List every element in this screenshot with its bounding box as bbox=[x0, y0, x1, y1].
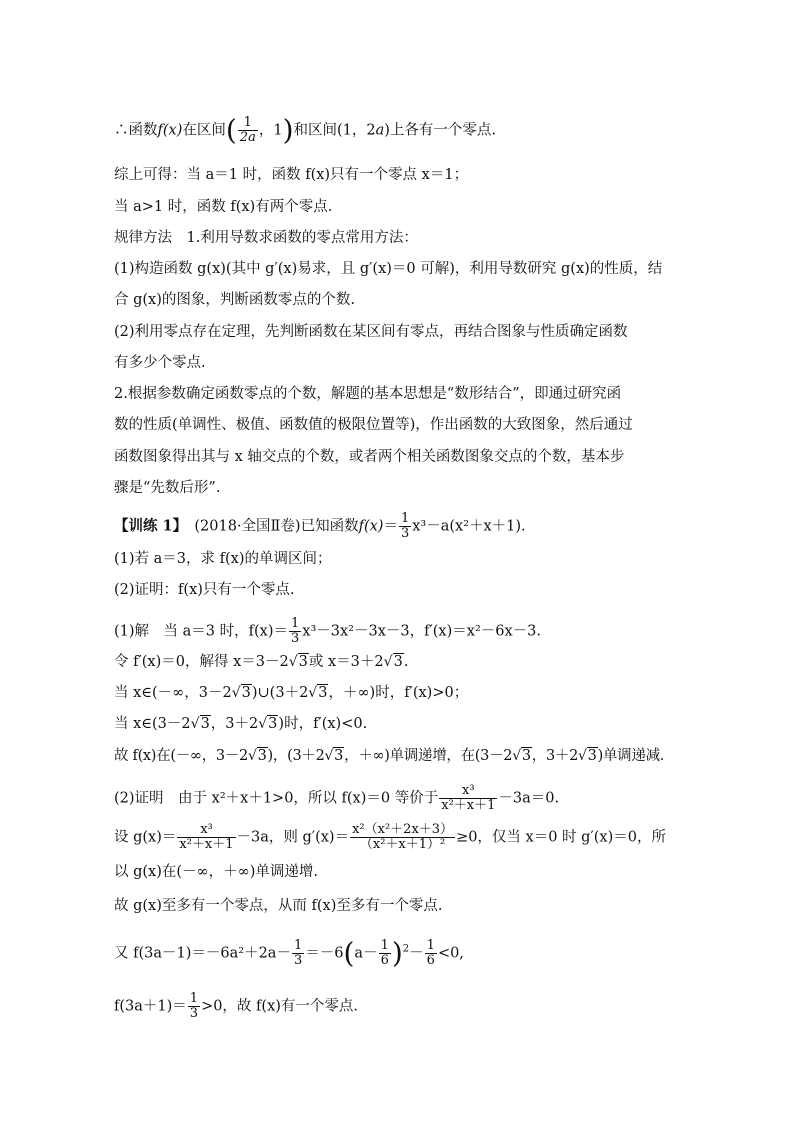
text: 和区间(1，2 bbox=[293, 122, 376, 139]
exercise-label: 【训练 1】 bbox=[114, 517, 180, 535]
math: a bbox=[375, 122, 385, 139]
text: (2018·全国Ⅱ卷)已知函数 bbox=[194, 518, 359, 535]
fraction: $\frac{1}{6}$ bbox=[380, 938, 389, 968]
text-line bbox=[114, 617, 541, 646]
fraction: $\frac{1}{3}$ bbox=[291, 616, 300, 646]
fraction: $\frac{1}{2a}$ bbox=[239, 115, 256, 145]
text-line: 规律方法 1.利用导数求函数的零点常用方法： bbox=[114, 230, 418, 246]
text: 在区间 bbox=[182, 122, 226, 139]
text-line: (1)若 a＝3，求 f(x)的单调区间； bbox=[114, 551, 332, 567]
text: 当 a＝3 时，f(x)＝ bbox=[163, 623, 288, 640]
fraction: $\frac{\text{x³}}{\text{x²＋x＋1}}$ bbox=[179, 822, 234, 852]
text-line: 设 g(x)＝ $\frac{\text{x³}}{\text{x²＋x＋1}}$ －3a，则 g′(x)＝ $\frac{\text{x²（x²＋2x＋3）}}{\text{（x²＋x＋1）²}}$ ≥0，仅当 x＝0 时 g′(x)＝0，所 bbox=[114, 822, 666, 852]
fraction: $\frac{1}{3}$ bbox=[400, 511, 410, 541]
text-line: 当 x∈(3－2√3，3＋2√3)时，f′(x)<0. bbox=[114, 716, 368, 732]
text-line: 故 g(x)至多有一个零点，从而 f(x)至多有一个零点. bbox=[114, 898, 443, 914]
text-line: 有多少个零点. bbox=[114, 355, 206, 371]
text: x³－3x²－3x－3，f′(x)＝x²－6x－3. bbox=[302, 623, 541, 640]
text-line: f(3a＋1)＝ $\frac{1}{3}$ >0，故 f(x)有一个零点. bbox=[114, 991, 359, 1021]
text-line: 故 f(x)在(－∞，3－2√3)，(3＋2√3，＋∞)单调递增，在(3－2√3，3＋2√3)单调递减. bbox=[114, 748, 665, 764]
text-line: 令 f′(x)＝0，解得 x＝3－2√3或 x＝3＋2√3. bbox=[114, 654, 409, 670]
text-line: (1)构造函数 g(x)(其中 g′(x)易求，且 g′(x)＝0 可解)，利用导数研究 g(x)的性质，结 bbox=[114, 261, 663, 277]
text-line: 骤是“先数后形”. bbox=[114, 480, 221, 496]
text-line: 【训练 1】 (2018·全国Ⅱ卷)已知函数f(x)＝ $\frac{1}{3}$ x³－a(x²＋x＋1). bbox=[114, 511, 526, 541]
text-line: 合 g(x)的图象，判断函数零点的个数. bbox=[114, 292, 355, 308]
text: (1)解 bbox=[114, 623, 150, 640]
text-line: 综上可得：当 a＝1 时，函数 f(x)只有一个零点 x＝1； bbox=[114, 167, 469, 183]
text: )上各有一个零点. bbox=[384, 122, 497, 139]
text-line: 当 x∈(－∞，3－2√3)∪(3＋2√3，＋∞)时，f′(x)>0； bbox=[114, 685, 469, 701]
fraction: $\frac{1}{3}$ bbox=[293, 938, 303, 968]
paren: ) bbox=[282, 113, 294, 147]
fraction: $\frac{1}{3}$ bbox=[189, 991, 199, 1021]
text-line: 以 g(x)在(－∞，＋∞)单调递增. bbox=[114, 864, 318, 880]
text-line: (2)证明：f(x)只有一个零点. bbox=[114, 582, 295, 598]
text: ，1 bbox=[258, 122, 283, 139]
fraction: $\frac{\text{x²（x²＋2x＋3）}}{\text{（x²＋x＋1）²}}$ bbox=[352, 822, 454, 852]
text: ∴函数 bbox=[114, 122, 158, 139]
text-line: 数的性质(单调性、极值、函数值的极限位置等)，作出函数的大致图象，然后通过 bbox=[114, 417, 633, 433]
math: f(x) bbox=[157, 122, 183, 139]
fraction: $\frac{1}{6}$ bbox=[426, 938, 435, 968]
text-line: (2)证明 由于 x²＋x＋1>0，所以 f(x)＝0 等价于 $\frac{\text{x³}}{\text{x²＋x＋1}}$ －3a＝0. bbox=[114, 783, 560, 813]
text-line: 当 a>1 时，函数 f(x)有两个零点. bbox=[114, 199, 333, 215]
text: x³－a(x²＋x＋1). bbox=[412, 518, 526, 535]
text-line: 又 f(3a－1)＝－6a²＋2a－ $\frac{1}{3}$ ＝－6(a－ $\frac{1}{6}$ )$^2$－ $\frac{1}{6}$ <0, bbox=[114, 936, 464, 970]
paren: ( bbox=[225, 113, 237, 147]
fraction: $\frac{\text{x³}}{\text{x²＋x＋1}}$ bbox=[441, 783, 496, 813]
text-line: 函数图象得出其与 x 轴交点的个数，或者两个相关函数图象交点的个数，基本步 bbox=[114, 449, 625, 465]
text-line bbox=[114, 113, 497, 147]
text-line: (2)利用零点存在定理，先判断函数在某区间有零点，再结合图象与性质确定函数 bbox=[114, 324, 628, 340]
text-line: 2.根据参数确定函数零点的个数，解题的基本思想是“数形结合”，即通过研究函 bbox=[114, 386, 622, 402]
